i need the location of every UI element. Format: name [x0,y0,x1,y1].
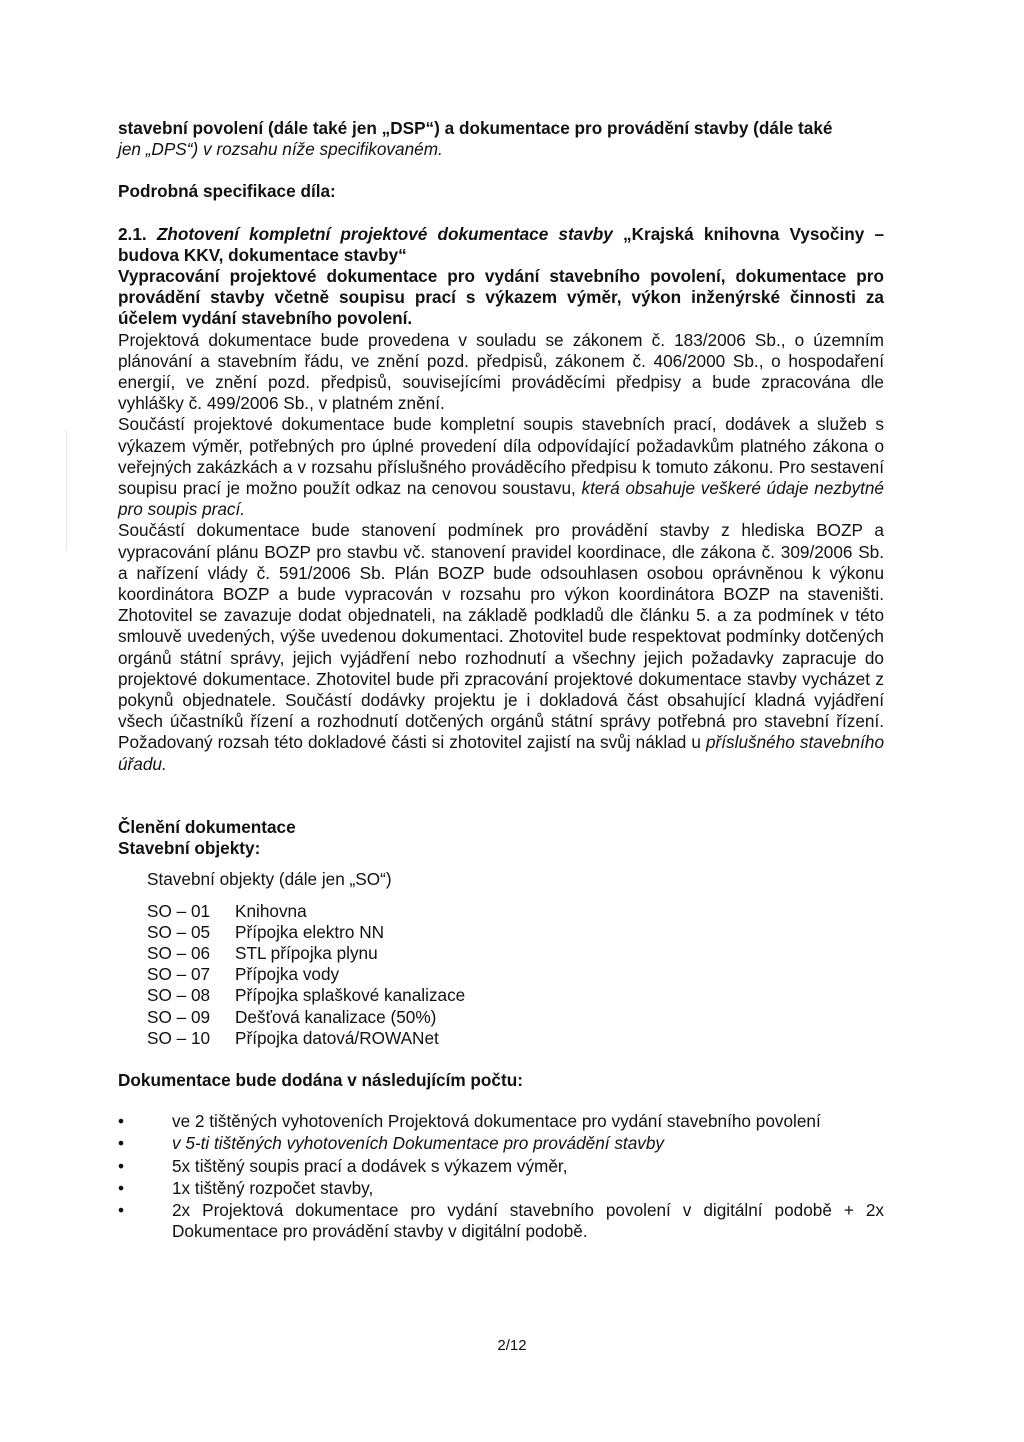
so-row [147,985,884,1006]
so-row [147,922,884,943]
so-code: SO – 07 [147,964,211,985]
soupis-tail-text: Pro sestavení soupisu prací je možno použít odkaz na cenovou soustavu, [118,456,884,499]
so-row [147,1007,884,1028]
delivery-item-text: 1x tištěný rozpočet stavby, [172,1177,374,1198]
bullet-icon: • [118,1177,125,1198]
bozp-text: Součástí dokumentace bude stanovení podmínek pro provádění stavby z hlediska BOZP a vypracování plánu BOZP pro stavbu vč. stanovení pravidel koordinace, dle zákona č. 309/2006 Sb. a nařízení vlády č. 591/2006 Sb. Plán BOZP bude odsouhlasen osobou oprávněnou k výkonu koordinátora BOZP a bude vypracován v rozsahu pro výkon koordinátora BOZP na staveništi. Zhotovitel se zavazuje dodat objednateli, na základě podkladů dle článku 5. a za podmínek v této smlouvě uvedených, výše uvedenou dokumentaci. Zhotovitel bude respektovat podmínky dotčených orgánů státní správy, jejich vyjádření nebo rozhodnutí a všechny jejich požadavky zapracuje do projektové dokumentace. Zhotovitel bude při zpracování projektové dokumentace stavby vycházet z pokynů objednatele. Součástí dodávky projektu je i dokladová část obsahující kladná vyjádření všech účastníků řízení a rozhodnutí dotčených orgánů státní správy potřebná pro stavební řízení. Požadovaný rozsah této dokladové části si zhotovitel zajistí na svůj náklad u [118,520,884,753]
section-bold-paragraph: Vypracování projektové dokumentace pro vydání stavebního povolení, dokumentace pro provádění stavby včetně soupisu prací s výkazem výměr, výkon inženýrské činnosti za účelem vydání stavebního povolení. [118,266,884,329]
so-code: SO – 09 [147,1006,211,1027]
page-content [118,118,884,1260]
list-item [118,1200,884,1242]
intro-italic-text: jen „DPS“) v rozsahu níže specifikovaném. [118,139,443,160]
so-row [147,901,884,922]
scan-artifact [66,430,67,550]
so-row [147,964,884,985]
list-item [118,1156,884,1177]
so-code: SO – 10 [147,1027,211,1048]
so-name: Přípojka vody [235,964,340,985]
bullet-icon: • [118,1155,125,1176]
section-number: 2.1. [118,223,147,244]
so-code: SO – 01 [147,900,211,921]
bozp-paragraph [118,520,884,774]
delivery-item-text: 5x tištěný soupis prací a dodávek s výkazem výměr, [172,1155,568,1176]
law-paragraph: Projektová dokumentace bude provedena v souladu se zákonem č. 183/2006 Sb., o územním plánování a stavebním řádu, ve znění pozd. předpisů, zákonem č. 406/2000 Sb., o hospodaření energií, ve znění pozd. předpisů, souvisejícími prováděcími předpisy a bude zpracována dle vyhlášky č. 499/2006 Sb., v platném znění. [118,329,884,414]
intro-paragraph [118,118,884,160]
section-title [118,224,884,266]
soupis-italic-text: která obsahuje veškeré údaje nezbytné pro soupis prací. [118,478,884,520]
delivery-item-text: 2x Projektová dokumentace pro vydání stavebního povolení v digitální podobě + 2x Dokumentace pro provádění stavby v digitální podobě. [172,1199,884,1242]
soupis-text: Součástí projektové dokumentace bude kompletní soupis stavebních prací, dodávek a služeb s výkazem výměr, potřebných pro úplné provedení díla odpovídající požadavkům platného zákona o veřejných zakázkách a v rozsahu příslušného prováděcího předpisu k tomuto zákonu. [118,414,884,477]
bullet-icon: • [118,1111,125,1132]
delivery-heading: Dokumentace bude dodána v následujícím počtu: [118,1069,523,1090]
so-name: STL přípojka plynu [235,942,378,963]
so-code: SO – 08 [147,985,211,1006]
delivery-item-text: ve 2 tištěných vyhotoveních Projektová dokumentace pro vydání stavebního povolení [172,1111,821,1132]
delivery-list [118,1111,884,1242]
delivery-item-text: v 5-ti tištěných vyhotoveních Dokumentace pro provádění stavby [172,1133,665,1154]
soupis-paragraph [118,414,884,520]
section-title-bold: „Krajská knihovna Vysočiny – budova KKV, dokumentace stavby“ [118,223,885,265]
so-list [147,901,884,1049]
so-name: Přípojka elektro NN [235,921,385,942]
so-name: Přípojka datová/ROWANet [235,1027,439,1048]
spec-heading: Podrobná specifikace díla: [118,181,336,202]
so-name: Knihovna [235,900,307,921]
so-name: Přípojka splaškové kanalizace [235,985,466,1006]
list-item [118,1178,884,1199]
stavebni-objekty-heading: Stavební objekty: [118,838,261,859]
cleneni-heading: Členění dokumentace [118,816,296,837]
so-row [147,943,884,964]
list-item [118,1133,884,1154]
so-code: SO – 05 [147,921,211,942]
bullet-icon: • [118,1199,125,1220]
section-title-italic: Zhotovení kompletní projektové dokumentace stavby [156,223,613,244]
bullet-icon: • [118,1133,125,1154]
page-number: 2/12 [497,1337,527,1354]
so-intro: Stavební objekty (dále jen „SO“) [147,869,392,890]
list-item [118,1111,884,1132]
so-name: Dešťová kanalizace (50%) [235,1006,437,1027]
so-code: SO – 06 [147,942,211,963]
so-row [147,1028,884,1049]
intro-bold-text: stavební povolení (dále také jen „DSP“) a dokumentace pro provádění stavby (dále také [118,118,833,138]
bozp-italic-text: příslušného stavebního úřadu. [118,732,884,774]
